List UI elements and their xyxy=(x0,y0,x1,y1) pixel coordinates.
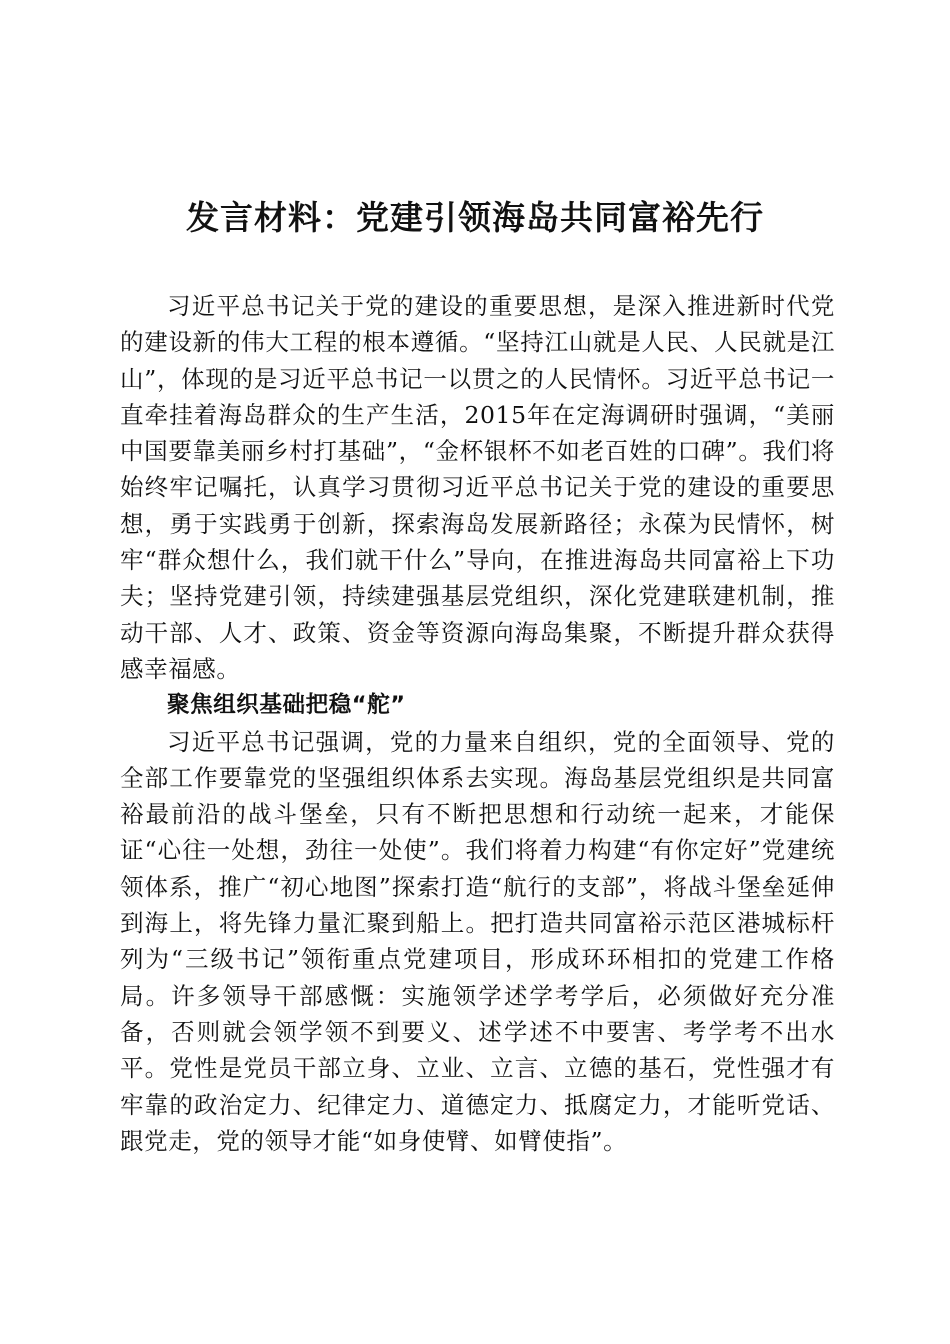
intro-paragraph: 习近平总书记关于党的建设的重要思想，是深入推进新时代党的建设新的伟大工程的根本遵循。“坚持江山就是人民、人民就是江山”，体现的是习近平总书记一以贯之的人民情怀。习近平总书记一直牵挂着海岛群众的生产生活，2015年在定海调研时强调，“美丽中国要靠美丽乡村打基础”，“金杯银杯不如老百姓的口碑”。我们将始终牢记嘱托，认真学习贯彻习近平总书记关于党的建设的重要思想，勇于实践勇于创新，探索海岛发展新路径；永葆为民情怀，树牢“群众想什么，我们就干什么”导向，在推进海岛共同富裕上下功夫；坚持党建引领，持续建强基层党组织，深化党建联建机制，推动干部、人才、政策、资金等资源向海岛集聚，不断提升群众获得感幸福感。 xyxy=(120,292,835,683)
section-heading: 聚焦组织基础把稳“舵” xyxy=(167,692,406,719)
document-title: 发言材料：党建引领海岛共同富裕先行 xyxy=(186,198,764,237)
section-paragraph: 习近平总书记强调，党的力量来自组织，党的全面领导、党的全部工作要靠党的坚强组织体系去实现。海岛基层党组织是共同富裕最前沿的战斗堡垒，只有不断把思想和行动统一起来，才能保证“心往一处想，劲往一处使”。我们将着力构建“有你定好”党建统领体系，推广“初心地图”探索打造“航行的支部”，将战斗堡垒延伸到海上，将先锋力量汇聚到船上。把打造共同富裕示范区港城标杆列为“三级书记”领衔重点党建项目，形成环环相扣的党建工作格局。许多领导干部感慨：实施领学述学考学后，必须做好充分准备，否则就会领学领不到要义、述学述不中要害、考学考不出水平。党性是党员干部立身、立业、立言、立德的基石，党性强才有牢靠的政治定力、纪律定力、道德定力、抵腐定力，才能听党话、跟党走，党的领导才能“如身使臂、如臂使指”。 xyxy=(120,727,835,1155)
document-body xyxy=(120,288,835,1159)
